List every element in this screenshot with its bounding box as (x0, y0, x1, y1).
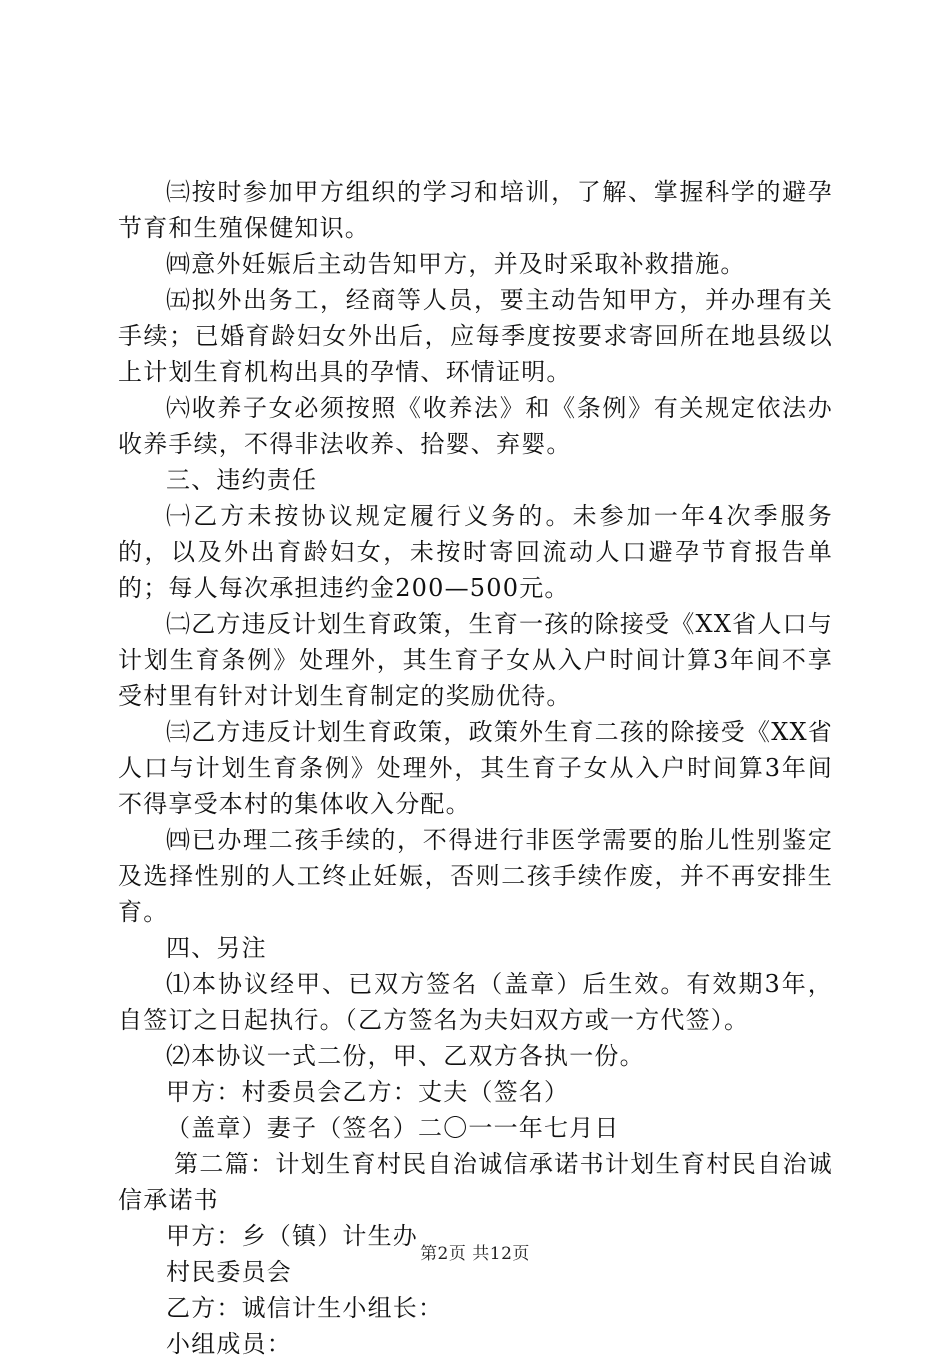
paragraph-note-2: ⑵本协议一式二份，甲、乙双方各执一份。 (166, 1042, 645, 1070)
group-members-line: 小组成员： (166, 1330, 292, 1358)
section-heading-notes: 四、另注 (166, 934, 267, 962)
paragraph-breach-2: ㈡乙方违反计划生育政策，生育一孩的除接受《XX省人口与计划生育条例》处理外，其生育子女从入户时间计算3年间不享受村里有针对计划生育制定的奖励优待。 (118, 610, 833, 710)
paragraph-note-1: ⑴本协议经甲、已双方签名（盖章）后生效。有效期3年，自签订之日起执行。（乙方签名为夫妇双方或一方代签）。 (118, 970, 833, 1034)
party-b-leader-line: 乙方：诚信计生小组长： (166, 1294, 444, 1322)
paragraph-breach-3: ㈢乙方违反计划生育政策，政策外生育二孩的除接受《XX省人口与计划生育条例》处理外，其生育子女从入户时间算3年间不得享受本村的集体收入分配。 (118, 718, 833, 818)
paragraph-item-4: ㈣意外妊娠后主动告知甲方，并及时采取补救措施。 (166, 250, 746, 278)
party-a-line: 甲方：乡（镇）计生办 (166, 1222, 418, 1250)
paragraph-breach-4: ㈣已办理二孩手续的，不得进行非医学需要的胎儿性别鉴定及选择性别的人工终止妊娠，否则二孩手续作废，并不再安排生育。 (118, 826, 833, 926)
section-heading-breach-liability: 三、违约责任 (166, 466, 318, 494)
village-committee-line: 村民委员会 (166, 1258, 292, 1286)
document-body (118, 174, 833, 1362)
paragraph-item-5: ㈤拟外出务工，经商等人员，要主动告知甲方，并办理有关手续；已婚育龄妇女外出后，应每季度按要求寄回所在地县级以上计划生育机构出具的孕情、环情证明。 (118, 286, 833, 386)
paragraph-breach-1: ㈠乙方未按协议规定履行义务的。未参加一年4次季服务的，以及外出育龄妇女，未按时寄回流动人口避孕节育报告单的；每人每次承担违约金200—500元。 (118, 502, 833, 602)
page-number: 第2页 共12页 (420, 1244, 530, 1264)
paragraph-item-3: ㈢按时参加甲方组织的学习和培训，了解、掌握科学的避孕节育和生殖保健知识。 (118, 178, 833, 242)
signature-line-date: （盖章）妻子（签名）二〇一一年七月日 (166, 1114, 620, 1142)
second-article-title: 第二篇：计划生育村民自治诚信承诺书计划生育村民自治诚信承诺书 (118, 1150, 833, 1214)
signature-line-parties: 甲方：村委员会乙方：丈夫（签名） (166, 1078, 570, 1106)
paragraph-item-6: ㈥收养子女必须按照《收养法》和《条例》有关规定依法办收养手续，不得非法收养、拾婴、弃婴。 (118, 394, 833, 458)
